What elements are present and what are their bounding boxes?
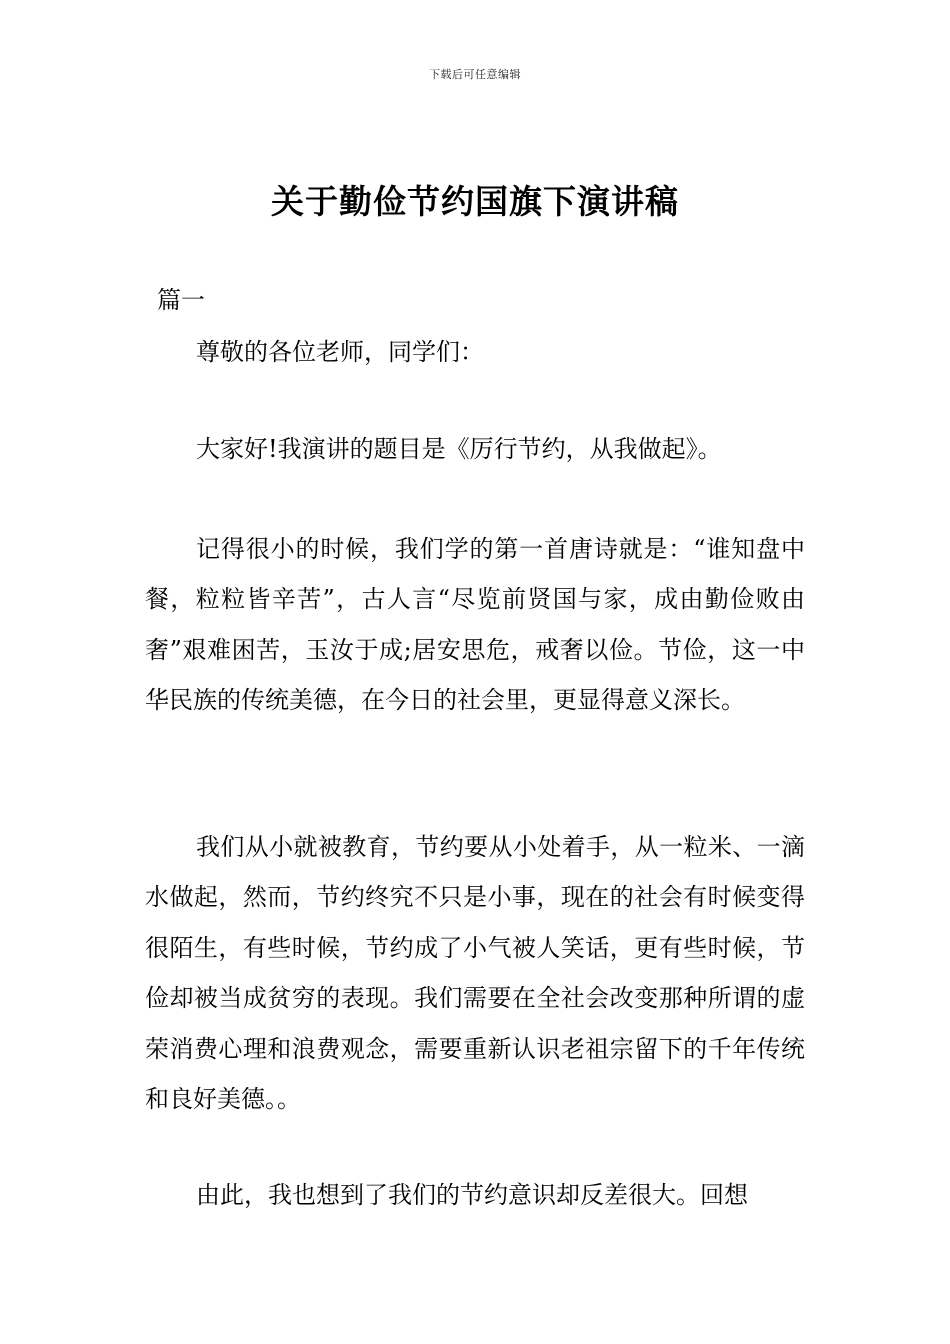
paragraph-intro: 大家好!我演讲的题目是《厉行节约，从我做起》。 — [196, 435, 722, 463]
section-label: 篇一 — [157, 286, 205, 314]
header-note: 下载后可任意编辑 — [429, 68, 521, 81]
document-title: 关于勤俭节约国旗下演讲稿 — [271, 182, 679, 221]
paragraph: 记得很小的时候，我们学的第一首唐诗就是：“谁知盘中餐，粒粒皆辛苦”，古人言“尽览前贤国与家，成由勤俭败由奢”艰难困苦，玉汝于成;居安思危，戒奢以俭。节俭，这一中华民族的传统美德，在今日的社会里，更显得意义深长。 — [145, 535, 805, 715]
paragraph: 由此，我也想到了我们的节约意识却反差很大。回想 — [196, 1181, 748, 1209]
paragraph: 我们从小就被教育，节约要从小处着手，从一粒米、一滴水做起，然而，节约终究不只是小事，现在的社会有时候变得很陌生，有些时候，节约成了小气被人笑话，更有些时候，节俭却被当成贫穷的表现。我们需要在全社会改变那种所谓的虚荣消费心理和浪费观念，需要重新认识老祖宗留下的千年传统和良好美德。。 — [145, 833, 805, 1114]
greeting: 尊敬的各位老师，同学们： — [196, 338, 484, 366]
